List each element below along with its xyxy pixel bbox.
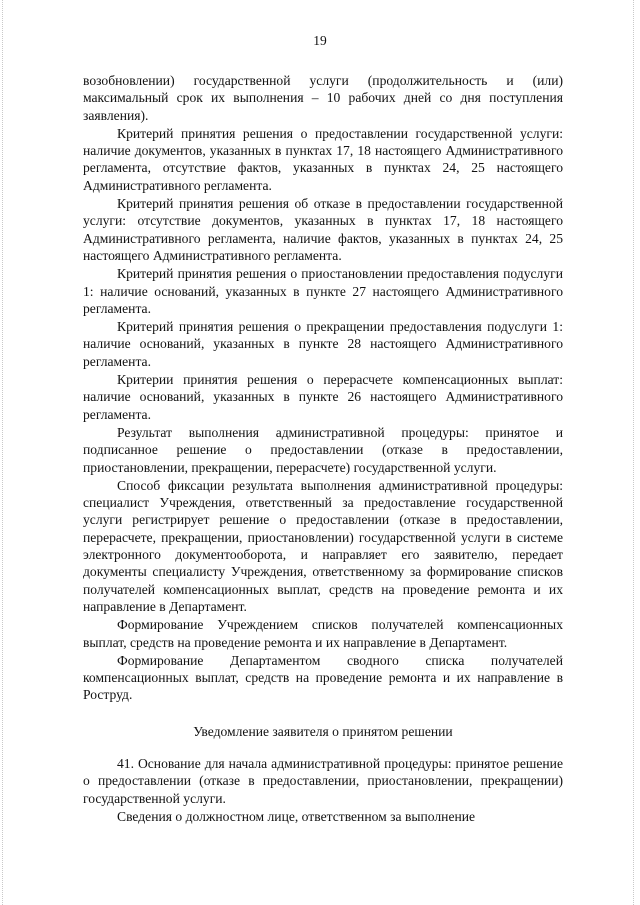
paragraph-criterion-suspension: Критерий принятия решения о приостановлении предоставления подуслуги 1: наличие оснований, указанных в пункте 27 настоящего Административного регламента. (83, 266, 563, 316)
page-number: 19 (313, 33, 327, 48)
paragraph-recording-method: Способ фиксации результата выполнения административной процедуры: специалист Учреждения, ответственный за предоставление государственной услуги регистрирует решение о предоставлении (отказе в предоставлении, перерасчете, прекращении, приостановлении) государственной услуги в системе электронного документооборота, и направляет его заявителю, передает документы специалисту Учреждения, ответственному за формирование списков получателей компенсационных выплат, средств на проведение ремонта и их направление в Департамент. (83, 477, 563, 614)
left-scan-edge (2, 0, 5, 905)
paragraph-criterion-refusal: Критерий принятия решения об отказе в предоставлении государственной услуги: отсутствие документов, указанных в пунктах 17, 18 настоящего Административного регламента, наличие фактов, указанных в пунктах 24, 25 настоящего Административного регламента. (83, 196, 563, 263)
paragraph-criterion-grant: Критерий принятия решения о предоставлении государственной услуги: наличие документов, указанных в пунктах 17, 18 настоящего Административного регламента, отсутствие фактов, указанных в пунктах 24, 25 настоящего Административного регламента. (83, 125, 563, 193)
paragraph-department-summary: Формирование Департаментом сводного списка получателей компенсационных выплат, средств на проведение ремонта и их направление в Роструд. (83, 652, 563, 703)
paragraph-criterion-recalculation: Критерии принятия решения о перерасчете компенсационных выплат: наличие оснований, указанных в пункте 26 настоящего Административного регламента. (83, 372, 563, 422)
section-heading: Уведомление заявителя о принятом решении (193, 723, 453, 739)
paragraph-institution-lists: Формирование Учреждением списков получателей компенсационных выплат, средств на проведение ремонта и их направление в Департамент. (83, 617, 563, 650)
paragraph-criterion-termination: Критерий принятия решения о прекращении предоставления подуслуги 1: наличие оснований, указанных в пункте 28 настоящего Административного регламента. (83, 319, 563, 369)
paragraph-continuation: возобновлении) государственной услуги (продолжительность и (или) максимальный срок их выполнения – 10 рабочих дней со дня поступления заявления). (83, 73, 563, 123)
document-body (83, 72, 563, 826)
right-scan-edge (633, 0, 636, 905)
paragraph-procedure-result: Результат выполнения административной процедуры: принятое и подписанное решение о предоставлении (отказе в предоставлении, приостановлении, прекращении, перерасчете) государственной услуги. (83, 424, 563, 475)
paragraph-responsible-official: Сведения о должностном лице, ответственном за выполнение (117, 808, 476, 824)
paragraph-item-41: 41. Основание для начала административной процедуры: принятое решение о предоставлении (отказе в предоставлении, приостановлении, прекращении) государственной услуги. (83, 755, 563, 806)
